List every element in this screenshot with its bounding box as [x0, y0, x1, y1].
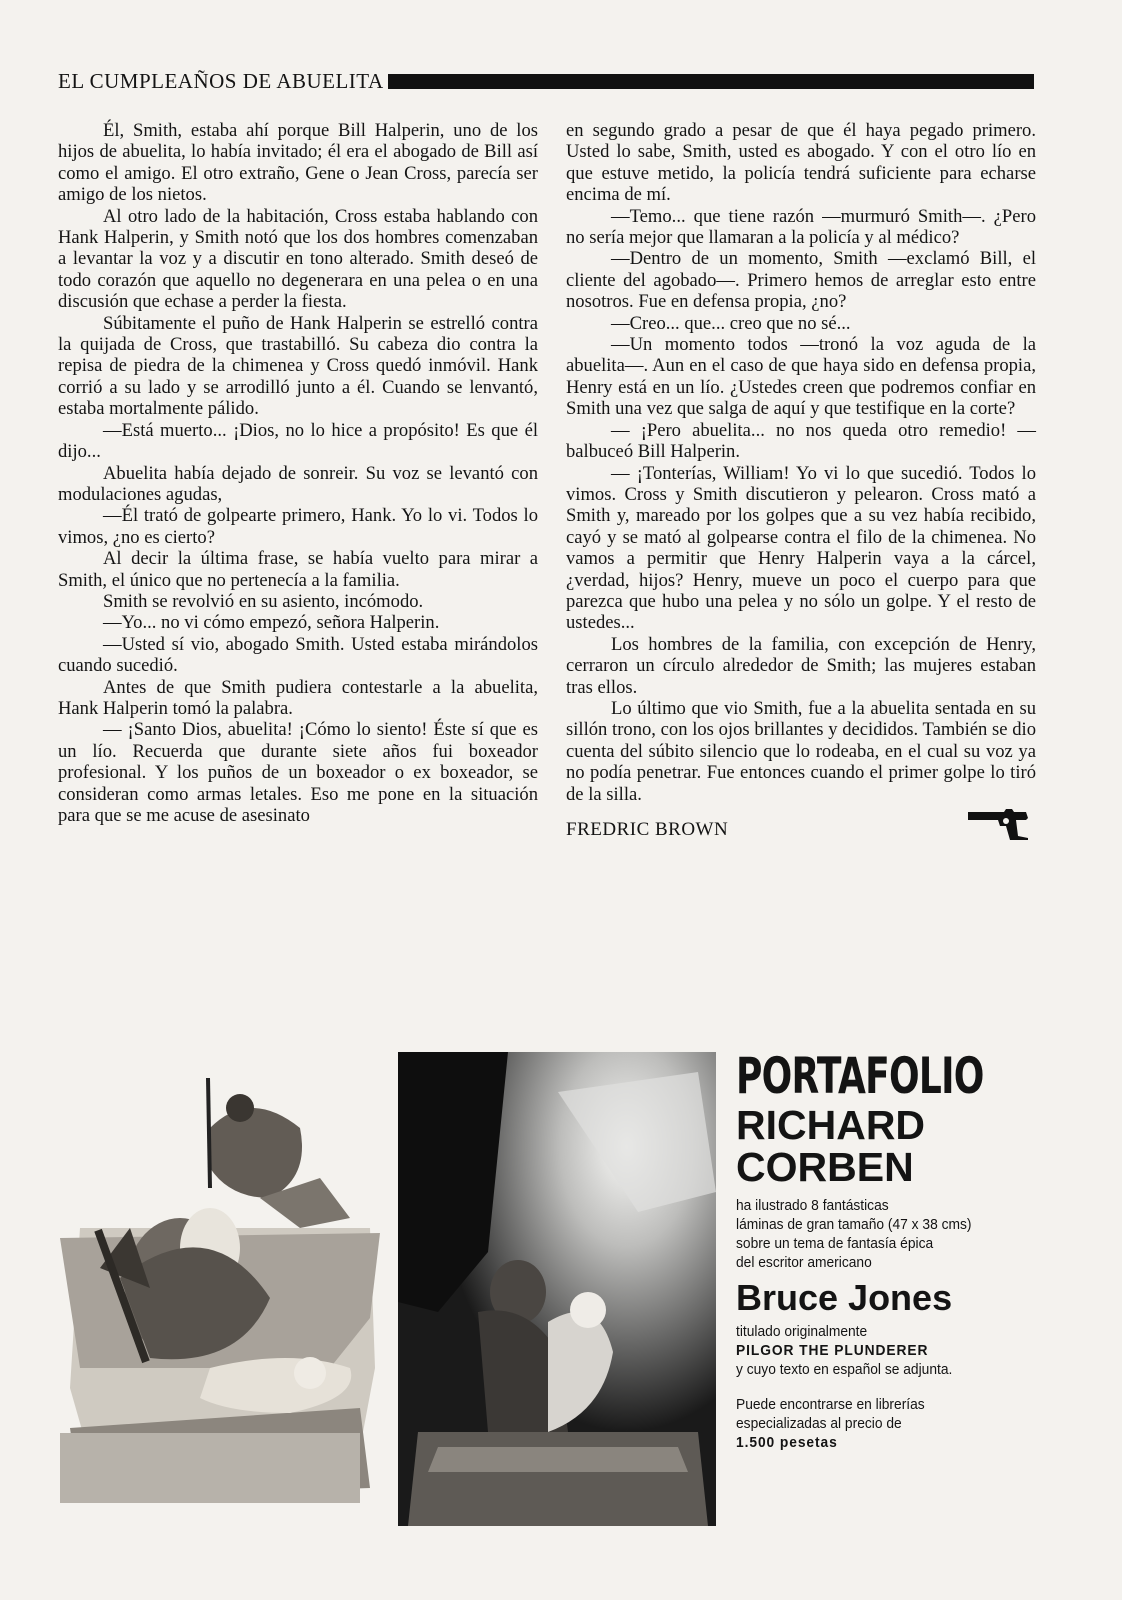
paragraph: Antes de que Smith pudiera contestarle a la abuelita, Hank Halperin tomó la palabra.	[58, 676, 538, 719]
paragraph: —Usted sí vio, abogado Smith. Usted estaba mirándolos cuando sucedió.	[58, 633, 538, 677]
availability-line: Puede encontrarse en librerías	[736, 1396, 925, 1413]
paragraph: Súbitamente el puño de Hank Halperin se estrelló contra la quijada de Cross, que trastabilló. Su cabeza dio contra la repisa de piedra de la chimenea y Cross quedó inmóvil. Hank corrió a su lado y se arrodilló junto a él. Cuando se lenvantó, estaba mortalmente pálido.	[58, 312, 538, 420]
availability-line: especializadas al precio de	[736, 1415, 902, 1432]
paragraph: Abuelita había dejado de sonreir. Su voz se levantó con modulaciones agudas,	[58, 462, 538, 505]
paragraph: Él, Smith, estaba ahí porque Bill Halperin, uno de los hijos de abuelita, lo había invitado; él era el abogado de Bill así como el amigo. El otro extraño, Gene o Jean Cross, parecía ser amigo de los nietos.	[58, 120, 538, 206]
artist-name-last: CORBEN	[736, 1144, 914, 1190]
ad-title: PORTAFOLIO	[736, 1047, 984, 1105]
paragraph: —Creo... que... creo que no sé...	[611, 312, 851, 334]
paragraph: Lo último que vio Smith, fue a la abuelita sentada en su sillón trono, con los ojos brillantes y decididos. También se dio cuenta del súbito silencio que lo rodeaba, en el cual su voz ya no podía penetrar. Fue entonces cuando el primer golpe lo tiró de la silla.	[566, 697, 1036, 805]
title-intro: titulado originalmente	[736, 1323, 868, 1340]
paragraph: Smith se revolvió en su asiento, incómodo.	[103, 590, 424, 612]
desc-line: sobre un tema de fantasía épica	[736, 1235, 934, 1252]
revolver-icon	[966, 806, 1032, 840]
paragraph: Al decir la última frase, se había vuelto para mirar a Smith, el único que no pertenecía a la familia.	[58, 548, 538, 591]
portfolio-ad	[736, 1048, 1036, 1452]
paragraph: —Un momento todos —tronó la voz aguda de la abuelita—. Aun en el caso de que haya sido en defensa propia, Henry está en un lío. ¿Ustedes creen que podremos confiar en Smith una vez que salga de aquí y que testifique en la corte?	[566, 334, 1036, 420]
book-note: y cuyo texto en español se adjunta.	[736, 1361, 953, 1378]
fantasy-warrior-illustration	[60, 1068, 385, 1508]
left-column	[58, 120, 538, 826]
author-name: FREDRIC BROWN	[566, 818, 729, 840]
paragraph: — ¡Pero abuelita... no nos queda otro remedio! —balbuceó Bill Halperin.	[566, 419, 1036, 463]
paragraph: Los hombres de la familia, con excepción de Henry, cerraron un círculo alrededor de Smith; las mujeres estaban tras ellos.	[566, 633, 1036, 698]
header-rule	[388, 74, 1034, 89]
paragraph: —Él trató de golpearte primero, Hank. Yo lo vi. Todos lo vimos, ¿no es cierto?	[58, 505, 538, 548]
writer-name: Bruce Jones	[736, 1277, 953, 1318]
paragraph-continued: en segundo grado a pesar de que él haya pegado primero. Usted lo sabe, Smith, usted es abogado. Y con el otro lío en que estuve metido, la policía tendrá suficiente para echarse encima de mí.	[566, 120, 1036, 206]
fantasy-couple-illustration	[398, 1052, 716, 1526]
desc-line: láminas de gran tamaño (47 x 38 cms)	[736, 1216, 972, 1233]
desc-line: del escritor americano	[736, 1254, 872, 1271]
book-title: PILGOR THE PLUNDERER	[736, 1342, 929, 1359]
price: 1.500 pesetas	[736, 1434, 838, 1451]
right-column	[566, 120, 1036, 840]
paragraph: Al otro lado de la habitación, Cross estaba hablando con Hank Halperin, y Smith notó que los dos hombres comenzaban a levantar la voz y a discutir en tono alterado. Smith deseó de todo corazón que aquello no degenerara en una pelea o en una discusión que echase a perder la fiesta.	[58, 205, 538, 313]
paragraph: — ¡Tonterías, William! Yo vi lo que sucedió. Todos lo vimos. Cross y Smith discutieron y pelearon. Cross mató a Smith y, mareado por los golpes que a su vez había recibido, cayó y se mató al golpearse contra el filo de la chimenea. No vamos a permitir que Henry Halperin vaya a la cárcel, ¿verdad, hijos? Henry, mueve un poco el cuerpo para que parezca que hubo una pelea y no sólo un golpe. Y el resto de ustedes...	[566, 462, 1036, 634]
paragraph: — ¡Santo Dios, abuelita! ¡Cómo lo siento! Éste sí que es un lío. Recuerda que durante siete años fui boxeador profesional. Y los puños de un boxeador o ex boxeador, se consideran como armas letales. Eso me pone en la situación para que se me acuse de asesinato	[58, 719, 538, 826]
paragraph: —Está muerto... ¡Dios, no lo hice a propósito! Es que él dijo...	[58, 419, 538, 463]
paragraph: —Dentro de un momento, Smith —exclamó Bill, el cliente del agobado—. Primero hemos de arreglar esto entre nosotros. Fue en defensa propia, ¿no?	[566, 248, 1036, 313]
ad-description	[736, 1196, 1012, 1272]
byline	[566, 806, 1036, 840]
page-header	[58, 68, 1034, 94]
paragraph: —Yo... no vi cómo empezó, señora Halperin.	[103, 612, 440, 634]
paragraph: —Temo... que tiene razón —murmuró Smith—. ¿Pero no sería mejor que llamaran a la policía y al médico?	[566, 205, 1036, 249]
page-title: EL CUMPLEAÑOS DE ABUELITA	[58, 68, 384, 93]
desc-line: ha ilustrado 8 fantásticas	[736, 1197, 889, 1214]
artist-name-first: RICHARD	[736, 1102, 926, 1148]
